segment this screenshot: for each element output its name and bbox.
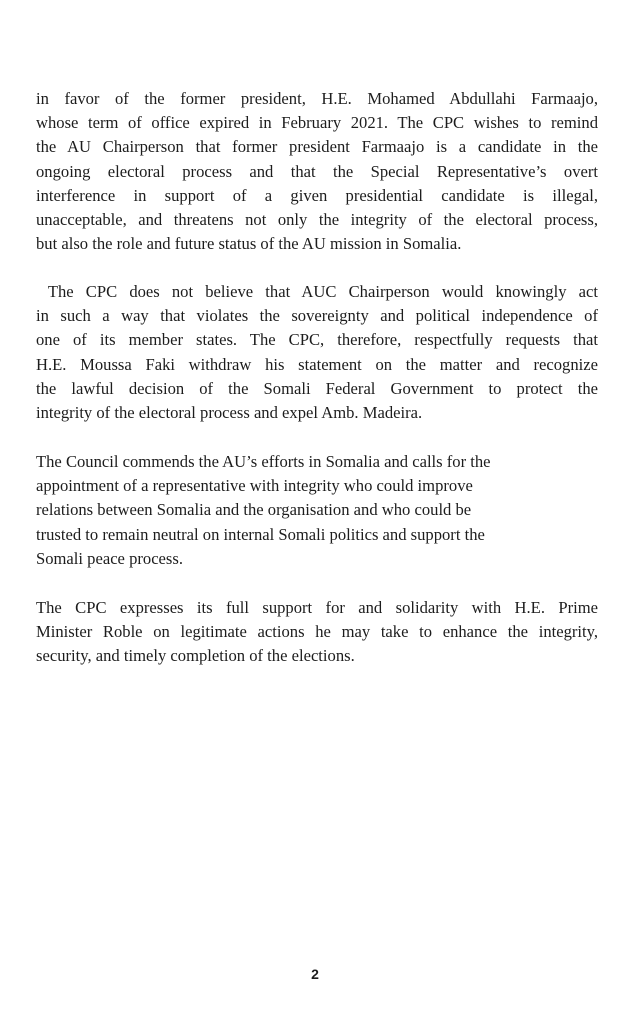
text-line: the lawful decision of the Somali Federal Government to protect the bbox=[36, 378, 598, 398]
paragraph-support-pm-roble bbox=[36, 596, 598, 669]
text-line: appointment of a representative with integrity who could improve bbox=[36, 476, 473, 496]
text-line: unacceptable, and threatens not only the integrity of the electoral process, bbox=[36, 210, 598, 230]
text-line: integrity of the electoral process and expel Amb. Madeira. bbox=[36, 403, 423, 423]
text-line: in such a way that violates the sovereignty and political independence of bbox=[36, 306, 598, 326]
text-line: whose term of office expired in February 2021. The CPC wishes to remind bbox=[36, 113, 598, 133]
text-line: trusted to remain neutral on internal Somali politics and support the bbox=[36, 524, 485, 544]
text-line: relations between Somalia and the organisation and who could be bbox=[36, 500, 472, 520]
text-line: security, and timely completion of the elections. bbox=[36, 646, 355, 666]
text-line: H.E. Moussa Faki withdraw his statement on the matter and recognize bbox=[36, 354, 598, 374]
paragraph-request-withdrawal bbox=[36, 280, 598, 425]
page-number: 2 bbox=[311, 966, 319, 982]
text-line: The CPC expresses its full support for and solidarity with H.E. Prime bbox=[36, 598, 598, 617]
text-line: interference in support of a given presidential candidate is illegal, bbox=[36, 185, 598, 205]
paragraph-council-commends bbox=[36, 450, 598, 571]
text-line: The Council commends the AU’s efforts in Somalia and calls for the bbox=[36, 452, 491, 471]
text-line: The CPC does not believe that AUC Chairperson would knowingly act bbox=[36, 282, 598, 301]
text-line: but also the role and future status of the AU mission in Somalia. bbox=[36, 234, 462, 254]
text-line: the AU Chairperson that former president Farmaajo is a candidate in the bbox=[36, 137, 598, 157]
text-line: Somali peace process. bbox=[36, 548, 183, 568]
paragraph-farmaajo-candidacy bbox=[36, 87, 598, 256]
text-line: ongoing electoral process and that the Special Representative’s overt bbox=[36, 161, 598, 181]
text-line: in favor of the former president, H.E. Mohamed Abdullahi Farmaajo, bbox=[36, 89, 598, 108]
text-line: one of its member states. The CPC, therefore, respectfully requests that bbox=[36, 330, 598, 350]
text-line: Minister Roble on legitimate actions he may take to enhance the integrity, bbox=[36, 622, 598, 642]
